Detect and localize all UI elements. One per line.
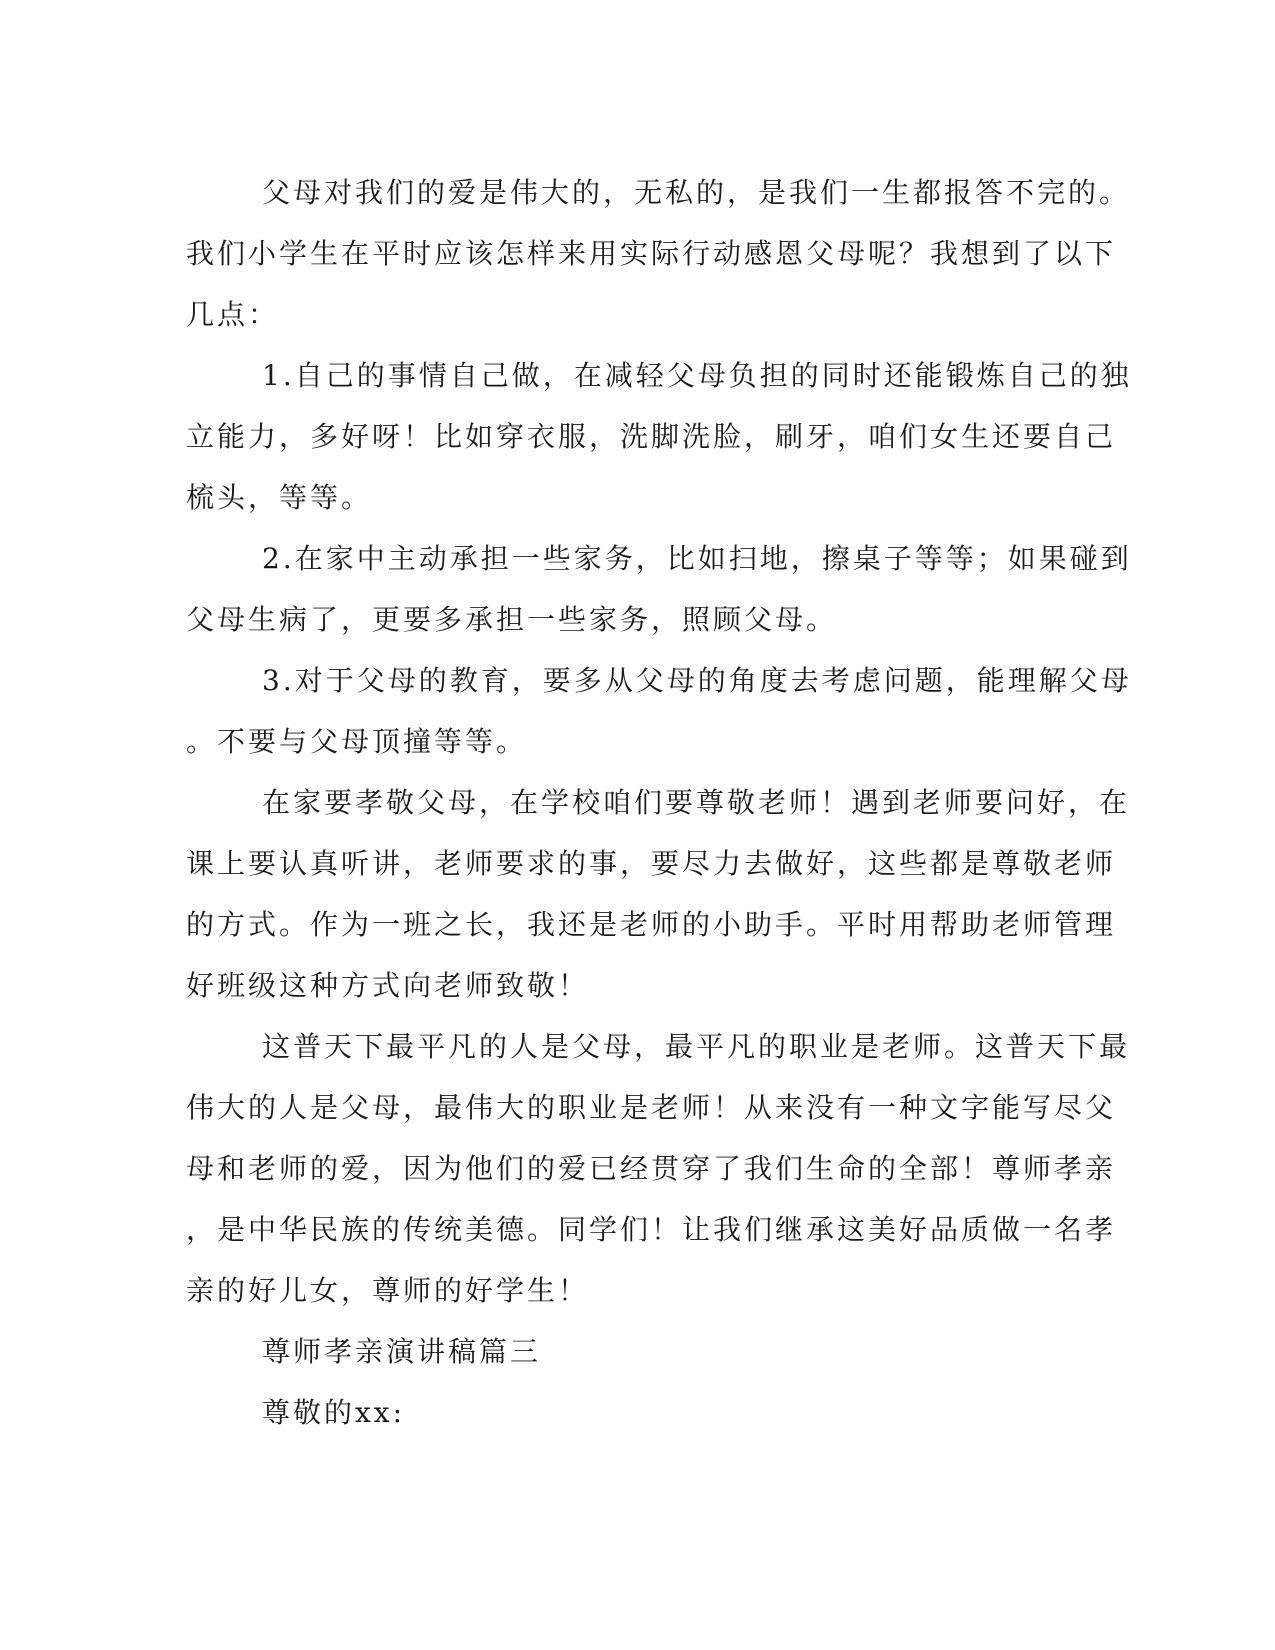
text-line: 3.对于父母的教育，要多从父母的角度去考虑问题，能理解父母 — [262, 664, 1132, 697]
text-line: 课上要认真听讲，老师要求的事，要尽力去做好，这些都是尊敬老师 — [186, 847, 1117, 880]
document-body — [186, 162, 1132, 1443]
section-heading — [186, 1321, 1071, 1382]
text-line: 父母对我们的爱是伟大的，无私的，是我们一生都报答不完的。 — [262, 176, 1131, 209]
paragraph-point-1 — [186, 345, 1132, 528]
text-line: 梳头，等等。 — [186, 481, 373, 514]
text-line: 在家要孝敬父母，在学校咱们要尊敬老师！遇到老师要问好，在 — [262, 786, 1131, 819]
text-line: 尊敬的xx: — [262, 1396, 406, 1429]
text-line: 母和老师的爱，因为他们的爱已经贯穿了我们生命的全部！尊师孝亲 — [186, 1152, 1117, 1185]
text-line: 。不要与父母顶撞等等。 — [186, 725, 528, 758]
paragraph-respect-teachers — [186, 772, 1131, 1016]
text-line: 立能力，多好呀！比如穿衣服，洗脚洗脸，刷牙，咱们女生还要自己 — [186, 420, 1117, 453]
text-line: 几点： — [186, 298, 280, 331]
text-line: 的方式。作为一班之长，我还是老师的小助手。平时用帮助老师管理 — [186, 908, 1117, 941]
text-line: 2.在家中主动承担一些家务，比如扫地，擦桌子等等；如果碰到 — [262, 542, 1132, 575]
text-line: 我们小学生在平时应该怎样来用实际行动感恩父母呢？我想到了以下 — [186, 237, 1117, 270]
text-line: 这普天下最平凡的人是父母，最平凡的职业是老师。这普天下最 — [262, 1030, 1131, 1063]
text-line: 父母生病了，更要多承担一些家务，照顾父母。 — [186, 603, 838, 636]
text-line: 1.自己的事情自己做，在减轻父母负担的同时还能锻炼自己的独 — [262, 359, 1132, 392]
paragraph-intro — [186, 162, 1131, 345]
text-line: 亲的好儿女，尊师的好学生！ — [186, 1274, 590, 1307]
paragraph-point-3 — [186, 650, 1132, 772]
text-line: 好班级这种方式向老师致敬！ — [186, 969, 590, 1002]
text-line: ，是中华民族的传统美德。同学们！让我们继承这美好品质做一名孝 — [186, 1213, 1117, 1246]
text-line: 尊师孝亲演讲稿篇三 — [262, 1335, 542, 1368]
paragraph-point-2 — [186, 528, 1132, 650]
salutation — [186, 1382, 1071, 1443]
text-line: 伟大的人是父母，最伟大的职业是老师！从来没有一种文字能写尽父 — [186, 1091, 1117, 1124]
paragraph-conclusion — [186, 1016, 1131, 1321]
